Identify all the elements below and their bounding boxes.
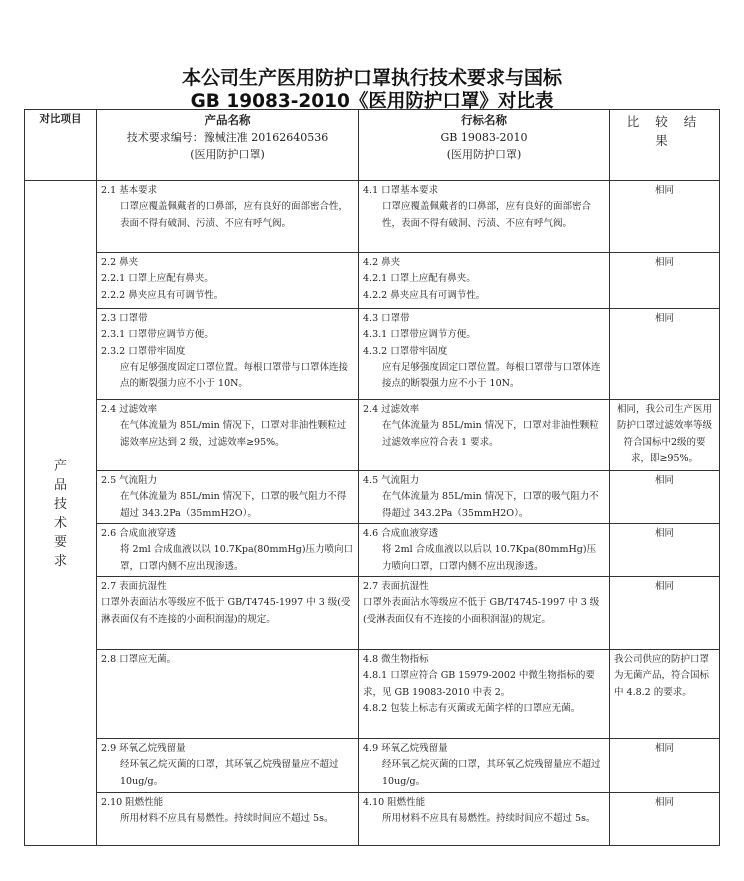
result-cell: 相同 [610, 577, 720, 650]
product-name: (医用防护口罩) [190, 148, 265, 161]
group-label: 产品技术要求 [25, 181, 97, 846]
table-row [25, 471, 720, 524]
standard-cell: 4.2 鼻夹 4.2.1 口罩上应配有鼻夹。 4.2.2 鼻夹应具有可调节性。 [359, 253, 610, 309]
product-cell: 2.4 过滤效率 在气体流量为 85L/min 情况下，口罩对非油性颗粒过滤效率应达到 2 级，过滤效率≥95%。 [97, 400, 359, 471]
standard-name-label: 行标名称 [461, 113, 507, 127]
comparison-table [24, 109, 720, 846]
standard-cell: 4.10 阻燃性能 所用材料不应具有易燃性。持续时间应不超过 5s。 [359, 793, 610, 846]
document-title-line-2: GB 19083-2010《医用防护口罩》对比表 [190, 91, 554, 112]
standard-code: GB 19083-2010 [440, 131, 528, 144]
result-cell: 我公司供应的防护口罩为无菌产品，符合国标中 4.8.2 的要求。 [610, 650, 720, 739]
table-row [25, 524, 720, 577]
table-row [25, 309, 720, 400]
result-cell: 相同 [610, 181, 720, 253]
product-cell: 2.6 合成血液穿透 将 2ml 合成血液以以 10.7Kpa(80mmHg)压力喷向口罩，口罩内侧不应出现渗透。 [97, 524, 359, 577]
standard-cell: 4.9 环氧乙烷残留量 经环氧乙烷灭菌的口罩，其环氧乙烷残留量应不超过 10ug/g。 [359, 739, 610, 793]
standard-cell: 4.5 气流阻力 在气体流量为 85L/min 情况下，口罩的吸气阻力不得超过 343.2Pa（35mmH2O）。 [359, 471, 610, 524]
product-cell: 2.5 气流阻力 在气体流量为 85L/min 情况下，口罩的吸气阻力不得超过 343.2Pa（35mmH2O）。 [97, 471, 359, 524]
standard-cell: 2.4 过滤效率 在气体流量为 85L/min 情况下，口罩对非油性颗粒过滤效率应符合表 1 要求。 [359, 400, 610, 471]
document-title-line-1: 本公司生产医用防护口罩执行技术要求与国标 [181, 67, 562, 89]
result-cell: 相同 [610, 793, 720, 846]
table-row [25, 181, 720, 253]
standard-cell: 2.7 表面抗湿性 口罩外表面沾水等级应不低于 GB/T4745-1997 中 3 级(受淋表面仅有不连接的小面积润湿)的规定。 [359, 577, 610, 650]
table-row [25, 253, 720, 309]
product-cell: 2.1 基本要求 口罩应覆盖佩戴者的口鼻部，应有良好的面部密合性，表面不得有破洞、污渍、不应有呼气阀。 [97, 181, 359, 253]
result-cell: 相同 [610, 471, 720, 524]
result-cell: 相同 [610, 253, 720, 309]
table-row [25, 793, 720, 846]
standard-cell: 4.8 微生物指标 4.8.1 口罩应符合 GB 15979-2002 中微生物指标的要求，见 GB 19083-2010 中表 2。 4.8.2 包装上标志有灭菌或无菌字样的口罩应无菌。 [359, 650, 610, 739]
product-cell: 2.9 环氧乙烷残留量 经环氧乙烷灭菌的口罩，其环氧乙烷残留量应不超过 10ug/g。 [97, 739, 359, 793]
product-cell: 2.7 表面抗湿性 口罩外表面沾水等级应不低于 GB/T4745-1997 中 3 级(受淋表面仅有不连接的小面积润湿)的规定。 [97, 577, 359, 650]
header-result: 比 较 结 果 [610, 110, 720, 181]
standard-cell: 4.1 口罩基本要求 口罩应覆盖佩戴者的口鼻部，应有良好的面部密合性，表面不得有破洞、污渍、不应有呼气阀。 [359, 181, 610, 253]
table-row [25, 400, 720, 471]
product-cell: 2.8 口罩应无菌。 [97, 650, 359, 739]
result-cell: 相同 [610, 524, 720, 577]
result-cell: 相同 [610, 739, 720, 793]
standard-cell: 4.3 口罩带 4.3.1 口罩带应调节方便。 4.3.2 口罩带牢固度 应有足够强度固定口罩位置。每根口罩带与口罩体连接点的断裂强力应不小于 10N。 [359, 309, 610, 400]
standard-cell: 4.6 合成血液穿透 将 2ml 合成血液以以后以 10.7Kpa(80mmHg)压力喷向口罩，口罩内侧不应出现渗透。 [359, 524, 610, 577]
result-cell: 相同，我公司生产医用防护口罩过滤效率等级符合国标中2级的要求，即≥95%。 [610, 400, 720, 471]
header-standard [359, 110, 610, 181]
product-name-label: 产品名称 [204, 113, 251, 127]
product-cell: 2.3 口罩带 2.3.1 口罩带应调节方便。 2.3.2 口罩带牢固度 应有足够强度固定口罩位置。每根口罩带与口罩体连接点的断裂强力应不小于 10N。 [97, 309, 359, 400]
product-cell: 2.10 阻燃性能 所用材料不应具有易燃性。持续时间应不超过 5s。 [97, 793, 359, 846]
product-cell: 2.2 鼻夹 2.2.1 口罩上应配有鼻夹。 2.2.2 鼻夹应具有可调节性。 [97, 253, 359, 309]
table-row [25, 650, 720, 739]
table-row [25, 577, 720, 650]
header-compare-item: 对比项目 [25, 110, 97, 181]
header-product [97, 110, 359, 181]
standard-name: (医用防护口罩) [446, 148, 522, 161]
header-row [25, 110, 720, 181]
table-row [25, 739, 720, 793]
result-cell: 相同 [610, 309, 720, 400]
product-code: 技术要求编号：豫械注准 20162640536 [126, 131, 329, 144]
